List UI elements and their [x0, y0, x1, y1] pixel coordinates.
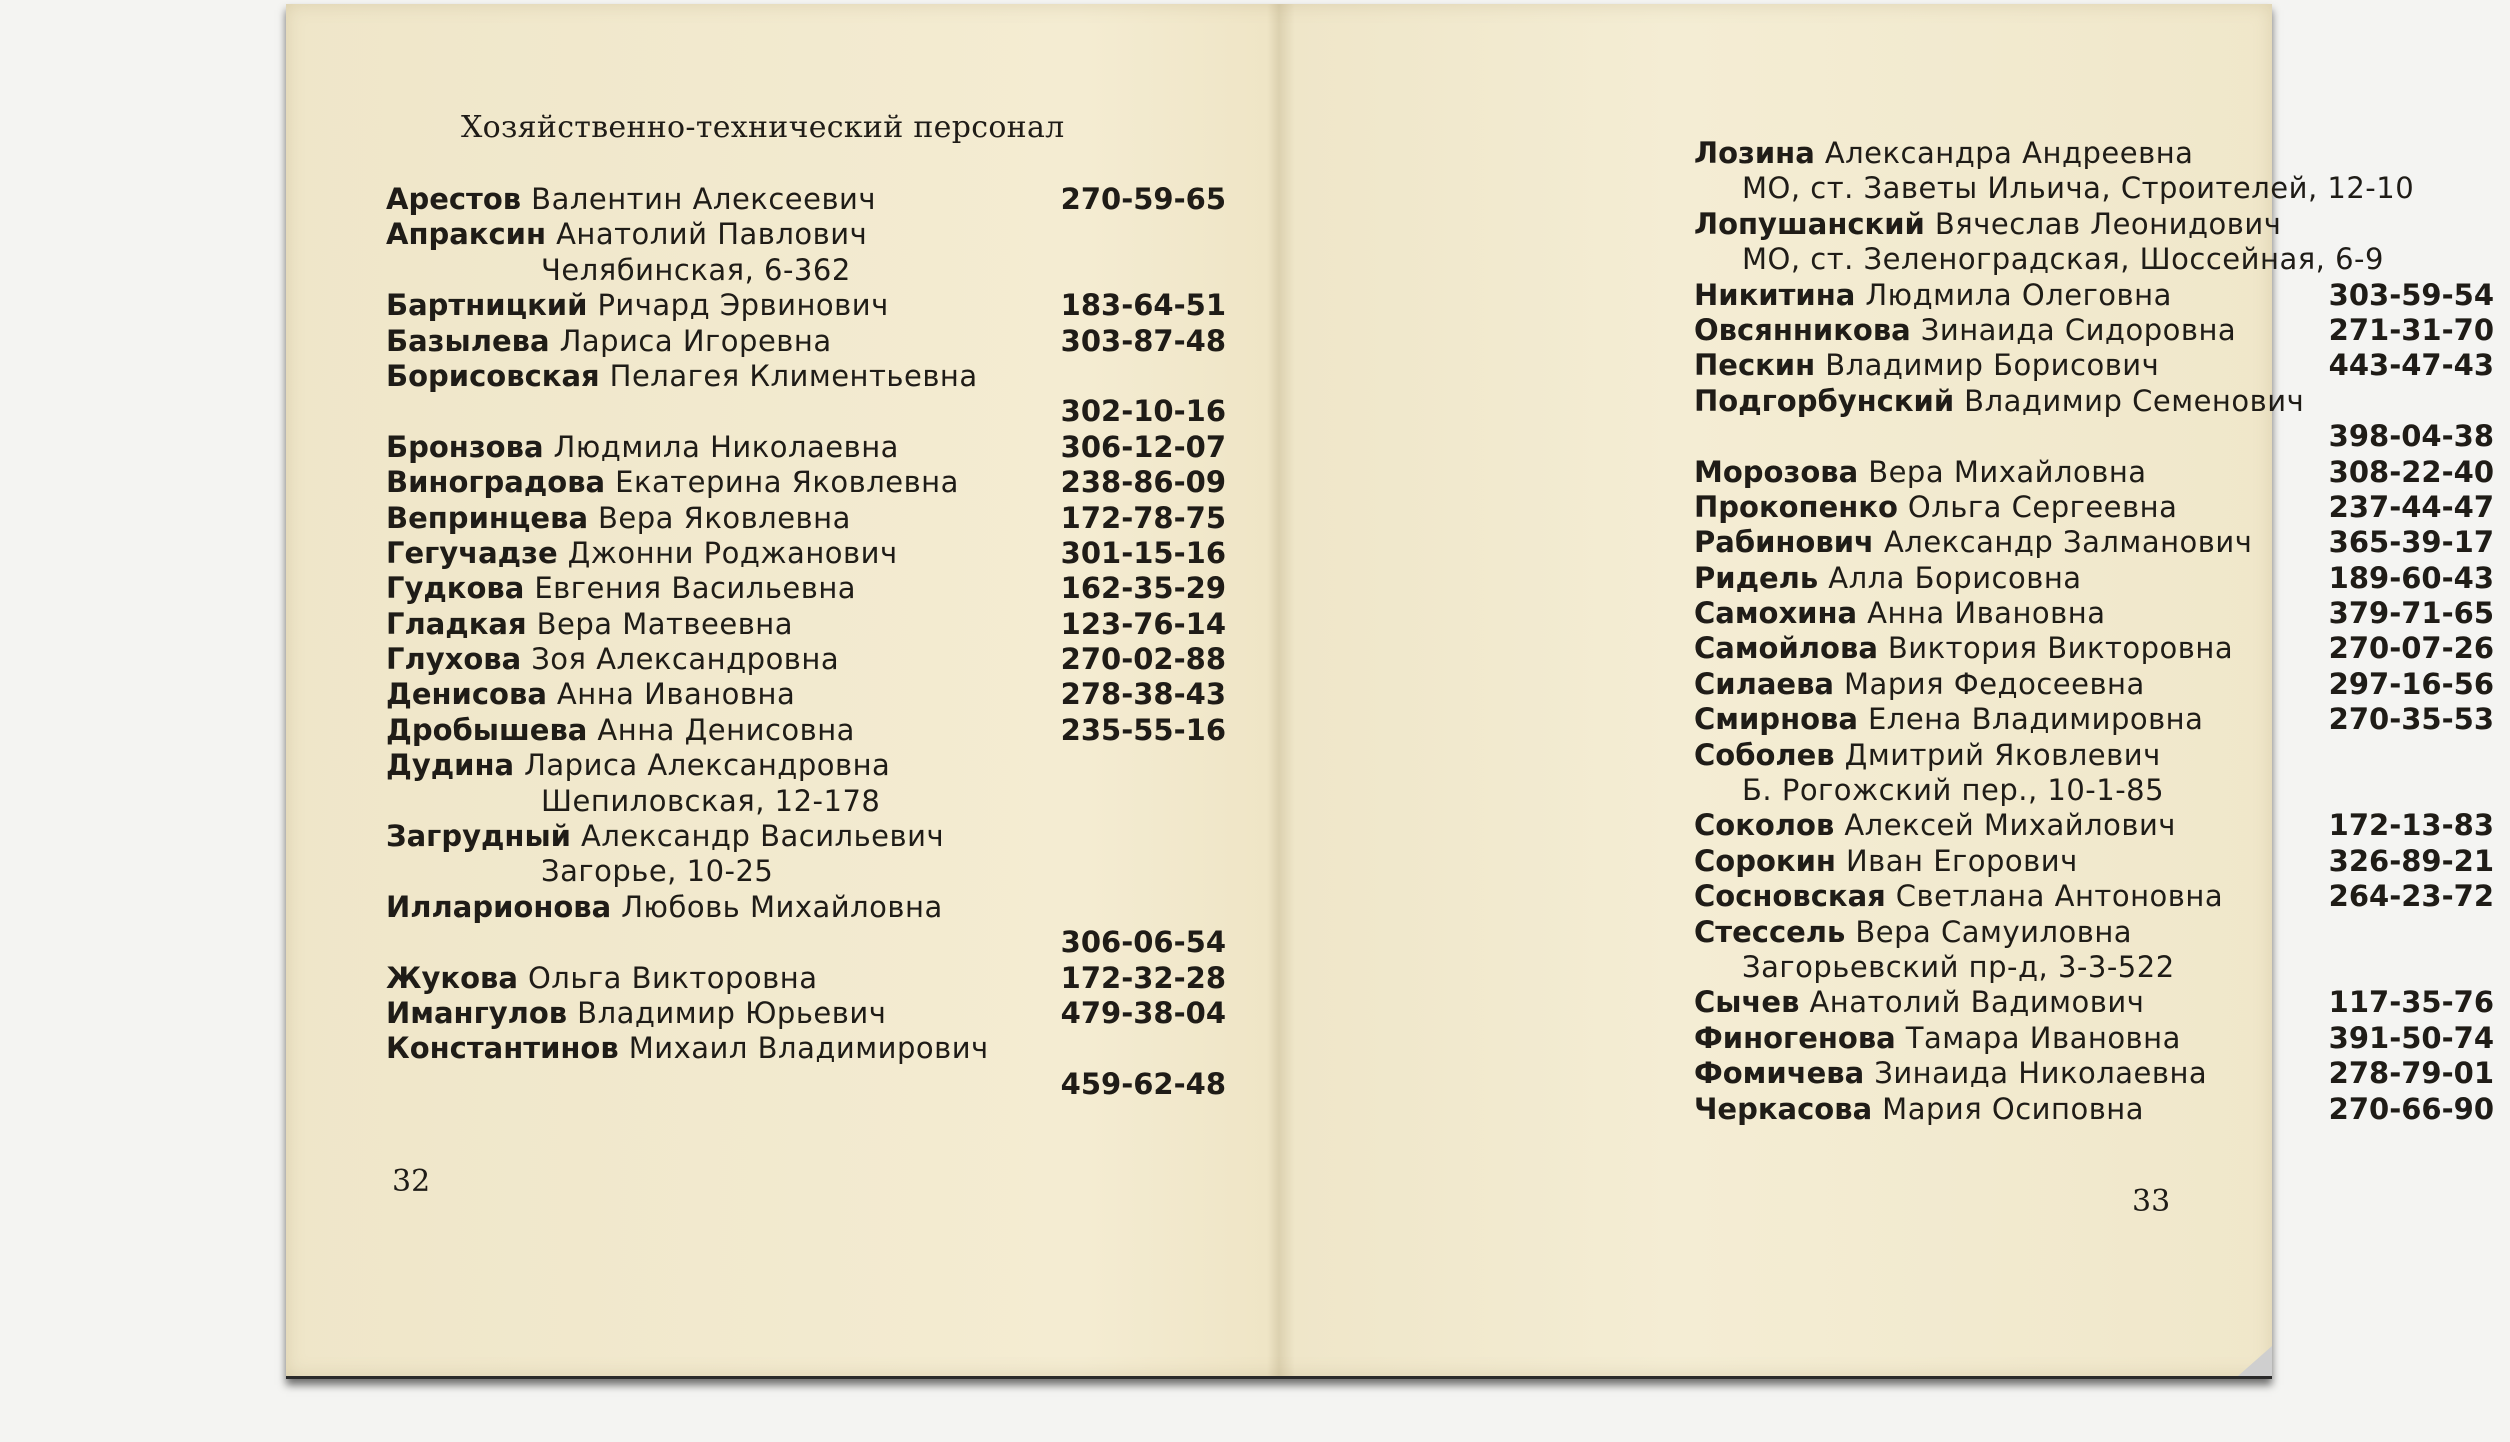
- entry-given-name: Зоя Александровна: [531, 642, 840, 677]
- entry-phone: 189-60-43: [2328, 560, 2494, 595]
- entry-given-name: Михаил Владимирович: [628, 1031, 989, 1066]
- entry-surname: Черкасова: [1694, 1091, 1873, 1126]
- entry-phone: 270-59-65: [1060, 182, 1226, 216]
- entry-given-name: Зинаида Сидоровна: [1920, 312, 2237, 347]
- directory-entry: [1694, 808, 2494, 843]
- entry-given-name: Владимир Семенович: [1964, 383, 2305, 418]
- entry-name-line: [1694, 136, 2494, 171]
- entry-phone: 326-89-21: [2328, 843, 2494, 878]
- entry-surname: Смирнова: [1694, 702, 1858, 737]
- entry-surname: Гудкова: [386, 571, 525, 606]
- entry-name-line: [1694, 844, 2494, 879]
- entry-given-name: Анатолий Вадимович: [1809, 985, 2145, 1020]
- entry-name-line: [386, 324, 1226, 359]
- entry-surname: Финогенова: [1694, 1020, 1896, 1055]
- directory-entry: [386, 996, 1226, 1031]
- entry-surname: Сосновская: [1694, 879, 1886, 914]
- entry-given-name: Вера Самуиловна: [1855, 914, 2133, 949]
- entry-given-name: Иван Егорович: [1845, 843, 2078, 878]
- entry-given-name: Валентин Алексеевич: [531, 182, 877, 216]
- entry-phone: 237-44-47: [2328, 489, 2494, 524]
- entry-surname: Силаева: [1694, 666, 1835, 701]
- entry-given-name: Ричард Эрвинович: [597, 288, 889, 323]
- staff-directory-list: [1694, 136, 2494, 1127]
- entry-name-line: [386, 748, 1226, 783]
- entry-given-name: Александр Васильевич: [581, 819, 945, 854]
- entry-surname: Арестов: [386, 182, 522, 216]
- entry-surname: Глухова: [386, 642, 522, 677]
- entry-phone: 391-50-74: [2328, 1020, 2494, 1055]
- directory-entry: [386, 961, 1226, 996]
- entry-phone: 306-06-54: [1060, 925, 1226, 960]
- entry-given-name: Светлана Антоновна: [1895, 879, 2224, 914]
- entry-surname: Апраксин: [386, 217, 547, 252]
- entry-surname: Сорокин: [1694, 843, 1836, 878]
- entry-name-line: [1694, 384, 2494, 419]
- directory-entry: [1694, 1021, 2494, 1056]
- directory-entry: [386, 571, 1226, 606]
- entry-given-name: Анна Денисовна: [597, 712, 855, 747]
- entry-name-line: [386, 996, 1226, 1031]
- entry-given-name: Анна Ивановна: [556, 677, 796, 712]
- entry-name-line: [386, 642, 1226, 677]
- entry-surname: Соколов: [1694, 808, 1835, 843]
- entry-surname: Самойлова: [1694, 631, 1878, 666]
- entry-given-name: Екатерина Яковлевна: [615, 465, 959, 500]
- entry-surname: Бартницкий: [386, 288, 588, 323]
- entry-name-line: [386, 1031, 1226, 1066]
- entry-phone: 308-22-40: [2328, 454, 2494, 489]
- directory-entry: [1694, 1056, 2494, 1091]
- entry-surname: Гегучадзе: [386, 535, 558, 570]
- page-number: 32: [392, 1164, 431, 1199]
- entry-given-name: Дмитрий Яковлевич: [1844, 737, 2161, 772]
- entry-address: Загорьевский пр-д, 3-3-522: [1742, 949, 2175, 984]
- entry-address: Шепиловская, 12-178: [541, 783, 881, 818]
- entry-surname: Лопушанский: [1694, 206, 1925, 241]
- entry-surname: Прокопенко: [1694, 489, 1898, 524]
- entry-surname: Денисова: [386, 677, 547, 712]
- entry-name-line: [1694, 702, 2494, 737]
- directory-entry: [386, 217, 1226, 288]
- open-booklet: [286, 4, 2494, 1379]
- directory-entry: [1694, 1092, 2494, 1127]
- entry-phone: 306-12-07: [1060, 429, 1226, 464]
- directory-entry: [1694, 525, 2494, 560]
- entry-phone: 270-35-53: [2328, 702, 2494, 737]
- entry-surname: Никитина: [1694, 277, 1856, 312]
- entry-surname: Гладкая: [386, 606, 527, 641]
- directory-entry: [386, 677, 1226, 712]
- entry-phone: 264-23-72: [2328, 879, 2494, 914]
- right-page: [1286, 4, 2494, 1376]
- directory-entry: [1694, 631, 2494, 666]
- entry-surname: Самохина: [1694, 596, 1858, 631]
- directory-entry: [1694, 915, 2494, 986]
- entry-name-line: [1694, 631, 2494, 666]
- entry-surname: Виноградова: [386, 465, 606, 500]
- entry-name-line: [386, 359, 1226, 394]
- entry-surname: Дудина: [386, 748, 515, 783]
- entry-phone: 303-59-54: [2328, 277, 2494, 312]
- directory-entry: [1694, 455, 2494, 490]
- entry-given-name: Лариса Александровна: [524, 748, 891, 783]
- entry-surname: Стессель: [1694, 914, 1846, 949]
- entry-name-line: [386, 819, 1226, 854]
- entry-phone: 172-32-28: [1060, 960, 1226, 995]
- entry-surname: Фомичева: [1694, 1056, 1865, 1091]
- directory-entry: [386, 713, 1226, 748]
- entry-given-name: Джонни Роджанович: [567, 535, 898, 570]
- directory-entry: [1694, 702, 2494, 737]
- entry-address: Загорье, 10-25: [541, 854, 774, 889]
- entry-phone: 270-07-26: [2328, 631, 2494, 666]
- directory-entry: [1694, 667, 2494, 702]
- directory-entry: [1694, 596, 2494, 631]
- entry-name-line: [386, 961, 1226, 996]
- entry-phone: 398-04-38: [2328, 419, 2494, 454]
- entry-name-line: [1694, 1056, 2494, 1091]
- entry-name-line: [1694, 985, 2494, 1020]
- folded-corner: [2238, 1346, 2272, 1376]
- entry-phone: 443-47-43: [2328, 348, 2494, 383]
- entry-name-line: [386, 182, 1226, 217]
- entry-phone: 183-64-51: [1060, 288, 1226, 323]
- page-number: 33: [2132, 1184, 2171, 1219]
- entry-given-name: Ольга Сергеевна: [1907, 489, 2178, 524]
- entry-phone: 172-13-83: [2328, 808, 2494, 843]
- directory-entry: [386, 607, 1226, 642]
- entry-surname: Имангулов: [386, 995, 568, 1030]
- entry-phone: 117-35-76: [2328, 985, 2494, 1020]
- entry-name-line: [386, 501, 1226, 536]
- entry-surname: Сычев: [1694, 985, 1800, 1020]
- entry-phone-line: [386, 925, 1226, 960]
- entry-surname: Вепринцева: [386, 500, 589, 535]
- entry-given-name: Вера Яковлевна: [598, 500, 851, 535]
- entry-given-name: Алексей Михайлович: [1844, 808, 2176, 843]
- entry-surname: Илларионова: [386, 889, 612, 924]
- entry-name-line: [1694, 738, 2494, 773]
- entry-name-line: [1694, 278, 2494, 313]
- entry-name-line: [386, 288, 1226, 323]
- entry-name-line: [1694, 525, 2494, 560]
- entry-phone: 479-38-04: [1060, 995, 1226, 1030]
- directory-entry: [386, 642, 1226, 677]
- entry-surname: Бронзова: [386, 429, 544, 464]
- entry-given-name: Александр Залманович: [1883, 525, 2253, 560]
- page-title: Хозяйственно-технический персонал: [461, 110, 1065, 145]
- directory-entry: [386, 324, 1226, 359]
- directory-entry: [1694, 561, 2494, 596]
- entry-given-name: Евгения Васильевна: [534, 571, 857, 606]
- entry-name-line: [386, 571, 1226, 606]
- entry-phone: 270-66-90: [2328, 1091, 2494, 1126]
- entry-name-line: [1694, 1021, 2494, 1056]
- entry-phone: 235-55-16: [1060, 712, 1226, 747]
- directory-entry: [386, 288, 1226, 323]
- entry-surname: Лозина: [1694, 136, 1815, 170]
- entry-address: Б. Рогожский пер., 10-1-85: [1742, 773, 2165, 808]
- directory-entry: [386, 890, 1226, 961]
- entry-phone: 379-71-65: [2328, 596, 2494, 631]
- entry-name-line: [386, 465, 1226, 500]
- staff-directory-list: [386, 182, 1226, 1102]
- entry-name-line: [1694, 808, 2494, 843]
- entry-phone-line: [386, 394, 1226, 429]
- entry-given-name: Владимир Юрьевич: [577, 995, 887, 1030]
- entry-surname: Морозова: [1694, 454, 1859, 489]
- entry-surname: Загрудный: [386, 819, 571, 854]
- directory-entry: [386, 1031, 1226, 1102]
- entry-phone: 278-79-01: [2328, 1056, 2494, 1091]
- directory-entry: [386, 465, 1226, 500]
- entry-surname: Дробышева: [386, 712, 588, 747]
- entry-surname: Овсянникова: [1694, 312, 1911, 347]
- entry-given-name: Людмила Николаевна: [553, 429, 899, 464]
- entry-name-line: [1694, 561, 2494, 596]
- directory-entry: [1694, 490, 2494, 525]
- entry-phone: 238-86-09: [1060, 465, 1226, 500]
- entry-given-name: Лариса Игоревна: [559, 323, 832, 358]
- entry-name-line: [1694, 490, 2494, 525]
- entry-given-name: Виктория Викторовна: [1887, 631, 2234, 666]
- entry-given-name: Любовь Михайловна: [621, 889, 943, 924]
- entry-surname: Борисовская: [386, 358, 600, 393]
- directory-entry: [1694, 207, 2494, 278]
- entry-address: МО, ст. Заветы Ильича, Строителей, 12-10: [1742, 171, 2415, 206]
- entry-phone: 123-76-14: [1060, 606, 1226, 641]
- entry-given-name: Елена Владимировна: [1867, 702, 2204, 737]
- entry-given-name: Пелагея Климентьевна: [609, 358, 978, 393]
- entry-given-name: Анатолий Павлович: [556, 217, 868, 252]
- entry-name-line: [386, 713, 1226, 748]
- entry-given-name: Вера Михайловна: [1868, 454, 2147, 489]
- entry-given-name: Зинаида Николаевна: [1874, 1056, 2208, 1091]
- entry-phone: 278-38-43: [1060, 677, 1226, 712]
- entry-phone: 270-02-88: [1060, 642, 1226, 677]
- directory-entry: [1694, 313, 2494, 348]
- entry-phone: 301-15-16: [1060, 535, 1226, 570]
- entry-given-name: Алла Борисовна: [1828, 560, 2082, 595]
- directory-entry: [1694, 348, 2494, 383]
- entry-name-line: [1694, 879, 2494, 914]
- entry-surname: Ридель: [1694, 560, 1819, 595]
- entry-given-name: Владимир Борисович: [1825, 348, 2160, 383]
- entry-phone: 162-35-29: [1060, 571, 1226, 606]
- entry-given-name: Ольга Викторовна: [527, 960, 818, 995]
- entry-given-name: Мария Федосеевна: [1844, 666, 2145, 701]
- directory-entry: [386, 536, 1226, 571]
- entry-phone: 297-16-56: [2328, 666, 2494, 701]
- entry-name-line: [1694, 1092, 2494, 1127]
- directory-entry: [386, 748, 1226, 819]
- entry-name-line: [386, 677, 1226, 712]
- entry-phone: 172-78-75: [1060, 500, 1226, 535]
- entry-given-name: Вячеслав Леонидович: [1934, 206, 2282, 241]
- entry-given-name: Мария Осиповна: [1882, 1091, 2145, 1126]
- directory-entry: [1694, 879, 2494, 914]
- entry-surname: Пескин: [1694, 348, 1816, 383]
- entry-surname: Базылева: [386, 323, 550, 358]
- entry-surname: Подгорбунский: [1694, 383, 1955, 418]
- directory-entry: [386, 182, 1226, 217]
- entry-name-line: [1694, 207, 2494, 242]
- entry-name-line: [1694, 667, 2494, 702]
- directory-entry: [386, 359, 1226, 430]
- entry-name-line: [1694, 348, 2494, 383]
- entry-address: МО, ст. Зеленоградская, Шоссейная, 6-9: [1742, 242, 2384, 277]
- directory-entry: [1694, 278, 2494, 313]
- entry-phone: 271-31-70: [2328, 312, 2494, 347]
- entry-name-line: [1694, 915, 2494, 950]
- entry-phone: 303-87-48: [1060, 323, 1226, 358]
- entry-given-name: Людмила Олеговна: [1865, 277, 2172, 312]
- entry-surname: Жукова: [386, 960, 518, 995]
- directory-entry: [386, 501, 1226, 536]
- entry-address: Челябинская, 6-362: [541, 252, 851, 287]
- directory-entry: [1694, 738, 2494, 809]
- directory-entry: [1694, 985, 2494, 1020]
- entry-phone: 302-10-16: [1060, 394, 1226, 429]
- entry-phone: 365-39-17: [2328, 525, 2494, 560]
- entry-given-name: Вера Матвеевна: [536, 606, 794, 641]
- entry-given-name: Анна Ивановна: [1867, 596, 2106, 631]
- directory-entry: [386, 819, 1226, 890]
- entry-name-line: [1694, 455, 2494, 490]
- entry-name-line: [386, 430, 1226, 465]
- entry-given-name: Тамара Ивановна: [1905, 1020, 2181, 1055]
- entry-phone-line: [386, 1067, 1226, 1102]
- entry-given-name: Александра Андреевна: [1824, 136, 2194, 170]
- entry-surname: Константинов: [386, 1031, 619, 1066]
- entry-name-line: [1694, 596, 2494, 631]
- directory-entry: [386, 430, 1226, 465]
- entry-name-line: [386, 607, 1226, 642]
- left-page: [286, 4, 1268, 1376]
- directory-entry: [1694, 844, 2494, 879]
- directory-entry: [1694, 136, 2494, 207]
- entry-phone-line: [1694, 419, 2494, 454]
- entry-name-line: [386, 536, 1226, 571]
- directory-entry: [1694, 384, 2494, 455]
- entry-surname: Рабинович: [1694, 525, 1874, 560]
- entry-name-line: [386, 890, 1226, 925]
- entry-surname: Соболев: [1694, 737, 1835, 772]
- entry-phone: 459-62-48: [1060, 1066, 1226, 1101]
- entry-name-line: [1694, 313, 2494, 348]
- entry-name-line: [386, 217, 1226, 252]
